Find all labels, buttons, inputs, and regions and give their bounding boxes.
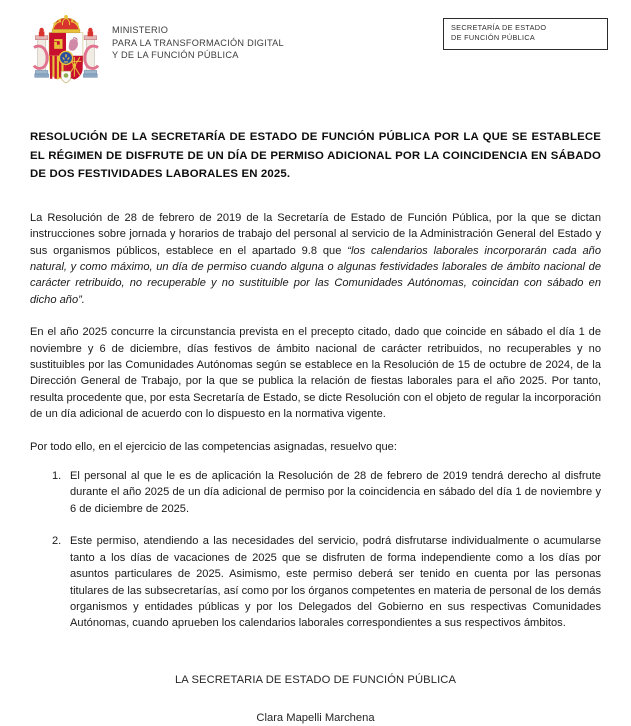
department-stamp-line-2: DE FUNCIÓN PÚBLICA — [451, 33, 536, 42]
resolution-list — [30, 468, 601, 632]
paragraph-1-plain-text: La Resolución de 28 de febrero de 2019 de la Secretaría de Estado de Función Pública, por la que se dictan instrucciones sobre jornada y horarios de trabajo del personal al servicio de la Administración General del Estado y sus organismos públicos, establece en el apartado 9.8 que — [30, 211, 601, 257]
document-header — [0, 0, 631, 110]
ministry-branding — [30, 14, 284, 92]
spanish-coat-of-arms-icon — [30, 14, 102, 92]
signature-block — [0, 672, 631, 726]
document-title: RESOLUCIÓN DE LA SECRETARÍA DE ESTADO DE FUNCIÓN PÚBLICA POR LA QUE SE ESTABLECE EL RÉGIMEN DE DISFRUTE DE UN DÍA DE PERMISO ADICIONAL POR LA COINCIDENCIA EN SÁBADO DE DOS FESTIVIDADES LABORALES EN 2025. — [30, 131, 601, 181]
list-item: Este permiso, atendiendo a las necesidades del servicio, podrá disfrutarse individualmente o acumularse tanto a los días de vacaciones de 2025 que se disfruten de forma independiente como a los días por asuntos particulares de 2025. Asimismo, este permiso deberá ser tenido en cuenta por las personas titulares de las subsecretarías, así como por los órganos competentes en materia de personal de los demás organismos y entidades públicas y por los Delegados del Gobierno en sus respectivas Comunidades Autónomas, cuando aprueben los calendarios laborales correspondientes a sus respectivos ámbitos. — [70, 535, 601, 630]
paragraph-antecedent-1 — [30, 210, 601, 308]
document-body — [30, 128, 601, 648]
paragraph-antecedent-2: En el año 2025 concurre la circunstancia prevista en el precepto citado, dado que coincide en sábado el día 1 de noviembre y 6 de diciembre, días festivos de ámbito nacional de carácter retribuidos, no recuperables y no sustituibles por las Comunidades Autónomas según se establece en la Resolución de 15 de octubre de 2024, de la Dirección General de Trabajo, por la que se publica la relación de fiestas laborales para el año 2025. Por tanto, resulta procedente que, por esta Secretaría de Estado, se dicte Resolución con el objeto de regular la incorporación de un día adicional de acuerdo con lo dispuesto en la normativa vigente. — [30, 326, 601, 421]
list-item: El personal al que le es de aplicación la Resolución de 28 de febrero de 2019 tendrá derecho al disfrute durante el año 2025 de un día adicional de permiso por la coincidencia en sábado del día 1 de noviembre y 6 de diciembre de 2025. — [70, 470, 601, 515]
ministry-line-3: Y DE LA FUNCIÓN PÚBLICA — [112, 50, 239, 61]
ministry-line-1: MINISTERIO — [112, 25, 169, 35]
ministry-line-2: PARA LA TRANSFORMACIÓN DIGITAL — [112, 37, 284, 48]
department-stamp-line-1: SECRETARÍA DE ESTADO — [451, 23, 547, 32]
department-stamp-box — [443, 18, 608, 50]
signature-name: Clara Mapelli Marchena — [256, 712, 375, 724]
paragraph-resolution-intro: Por todo ello, en el ejercicio de las competencias asignadas, resuelvo que: — [30, 440, 397, 453]
ministry-name — [112, 24, 284, 62]
signature-title: LA SECRETARIA DE ESTADO DE FUNCIÓN PÚBLICA — [174, 674, 457, 686]
paragraph-1-quoted-text: “los calendarios laborales incorporarán cada año natural, y como máximo, un día de permiso cuando alguna o algunas festividades laborales de ámbito nacional de carácter retribuido, no recuperable y no sustituible por las Comunidades Autónomas, coincidan con sábado en dicho año”. — [30, 244, 601, 306]
